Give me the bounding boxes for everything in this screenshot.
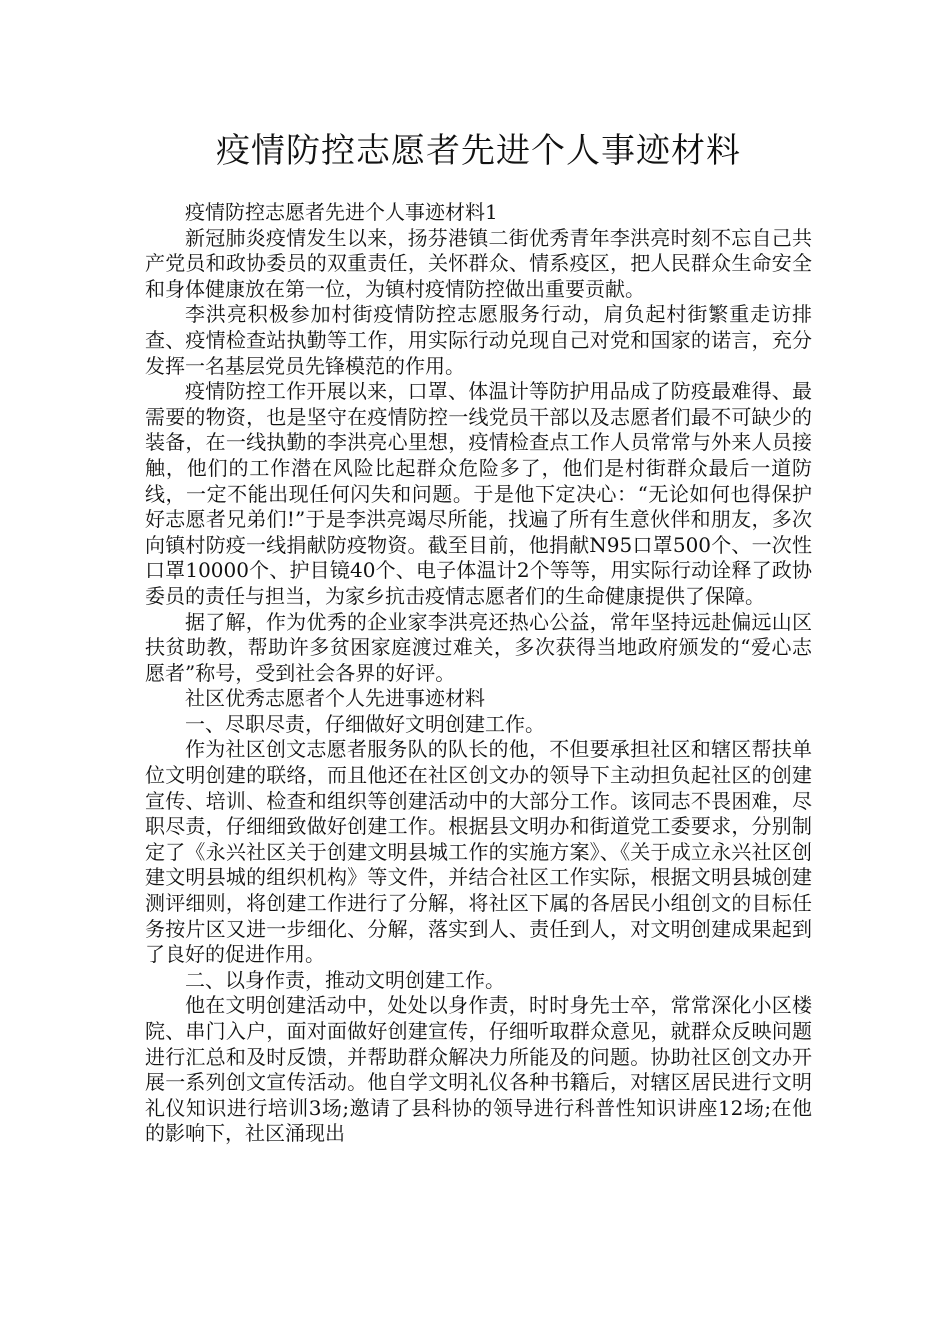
paragraph: 李洪亮积极参加村街疫情防控志愿服务行动，肩负起村街繁重走访排查、疫情检查站执勤等工作，用实际行动兑现自己对党和国家的诺言，充分发挥一名基层党员先锋模范的作用。 [145, 302, 812, 378]
paragraph: 疫情防控工作开展以来，口罩、体温计等防护用品成了防疫最难得、最需要的物资，也是坚守在疫情防控一线党员干部以及志愿者们最不可缺少的装备，在一线执勤的李洪亮心里想，疫情检查点工作人员常常与外来人员接触，他们的工作潜在风险比起群众危险多了，他们是村街群众最后一道防线，一定不能出现任何闪失和问题。于是他下定决心：“无论如何也得保护好志愿者兄弟们!”于是李洪亮竭尽所能，找遍了所有生意伙伴和朋友，多次向镇村防疫一线捐献防疫物资。截至目前，他捐献N95口罩500个、一次性口罩10000个、护目镜40个、电子体温计2个等等，用实际行动诠释了政协委员的责任与担当，为家乡抗击疫情志愿者们的生命健康提供了保障。 [145, 379, 812, 608]
paragraph-section-heading-1: 疫情防控志愿者先进个人事迹材料1 [185, 200, 498, 224]
document-body [145, 200, 812, 1147]
paragraph: 新冠肺炎疫情发生以来，扬芬港镇二街优秀青年李洪亮时刻不忘自己共产党员和政协委员的双重责任，关怀群众、情系疫区，把人民群众生命安全和身体健康放在第一位，为镇村疫情防控做出重要贡献。 [145, 225, 812, 301]
paragraph-subheading-1: 一、尽职尽责，仔细做好文明创建工作。 [185, 711, 545, 736]
paragraph-section-heading-2: 社区优秀志愿者个人先进事迹材料 [185, 686, 485, 711]
document-title: 疫情防控志愿者先进个人事迹材料 [216, 131, 741, 171]
paragraph: 作为社区创文志愿者服务队的队长的他，不但要承担社区和辖区帮扶单位文明创建的联络，而且他还在社区创文办的领导下主动担负起社区的创建宣传、培训、检查和组织等创建活动中的大部分工作。该同志不畏困难，尽职尽责，仔细细致做好创建工作。根据县文明办和街道党工委要求，分别制定了《永兴社区关于创建文明县城工作的实施方案》、《关于成立永兴社区创建文明县城的组织机构》等文件，并结合社区工作实际，根据文明县城创建测评细则，将创建工作进行了分解，将社区下属的各居民小组创文的目标任务按片区又进一步细化、分解，落实到人、责任到人，对文明创建成果起到了良好的促进作用。 [145, 737, 812, 967]
paragraph: 据了解，作为优秀的企业家李洪亮还热心公益，常年坚持远赴偏远山区扶贫助教，帮助许多贫困家庭渡过难关，多次获得当地政府颁发的“爱心志愿者”称号，受到社会各界的好评。 [145, 609, 812, 685]
paragraph: 他在文明创建活动中，处处以身作责，时时身先士卒，常常深化小区楼院、串门入户，面对面做好创建宣传，仔细听取群众意见，就群众反映问题进行汇总和及时反馈，并帮助群众解决力所能及的问题。协助社区创文办开展一系列创文宣传活动。他自学文明礼仪各种书籍后，对辖区居民进行文明礼仪知识进行培训3场;邀请了县科协的领导进行科普性知识讲座12场;在他的影响下，社区涌现出 [145, 993, 812, 1146]
paragraph-subheading-2: 二、以身作责，推动文明创建工作。 [185, 967, 505, 992]
